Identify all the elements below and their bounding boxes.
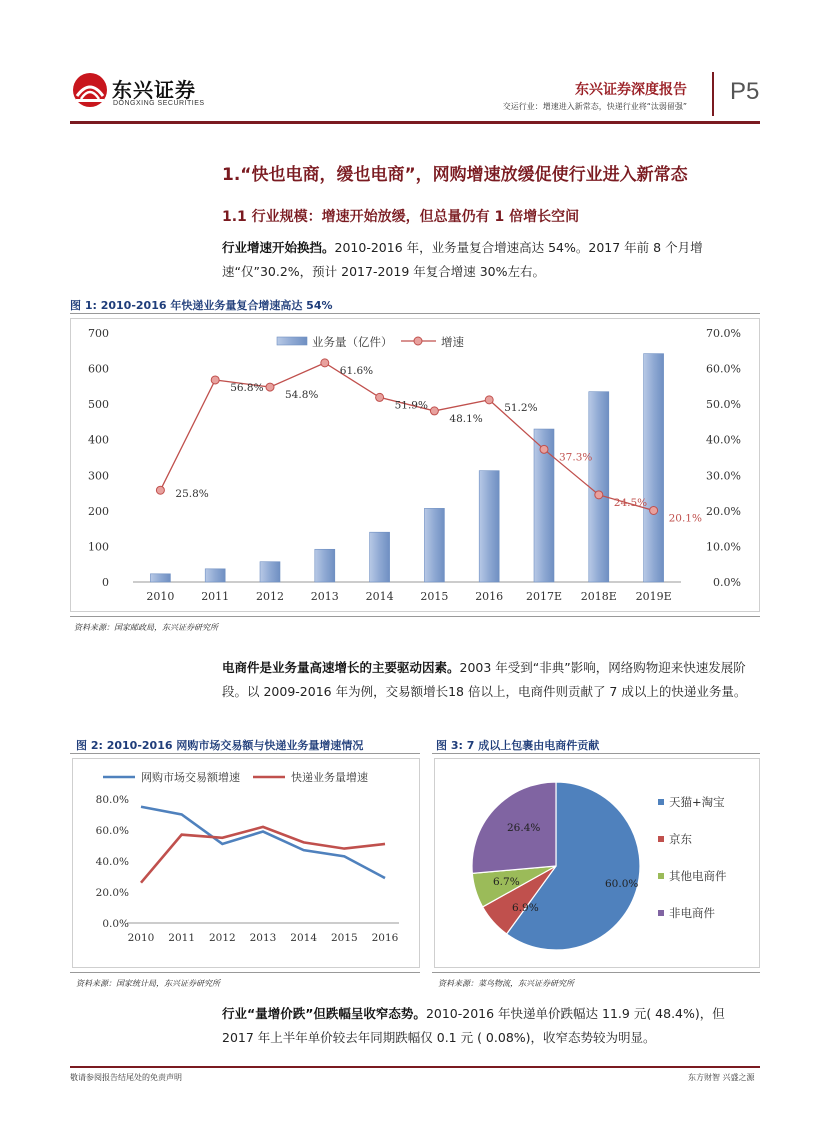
data-label: 20.1%: [668, 512, 702, 525]
x-tick-label: 2013: [310, 590, 339, 603]
data-label: 56.8%: [230, 381, 264, 394]
figure-2-frame: [72, 758, 420, 968]
bar: [260, 562, 280, 582]
y-left-tick-label: 200: [88, 504, 109, 518]
figure-3-frame: [434, 758, 760, 968]
page-number: P5: [730, 78, 760, 105]
bar: [315, 549, 335, 582]
bar: [424, 508, 444, 582]
data-label: 54.8%: [285, 389, 319, 402]
slice-label: 60.0%: [605, 878, 639, 890]
growth-point: [376, 393, 384, 401]
legend-swatch: [658, 799, 664, 805]
y-right-tick-label: 20.0%: [706, 504, 741, 518]
series-line: [141, 807, 385, 878]
figure-3-bottom-rule: [432, 972, 760, 973]
section-heading: 1.“快也电商，缓也电商”，网购增速放缓促使行业进入新常态: [222, 165, 688, 185]
y-left-tick-label: 700: [88, 327, 109, 340]
y-right-tick-label: 0.0%: [713, 576, 741, 589]
slice-label: 26.4%: [507, 822, 541, 834]
legend-line-marker: [414, 337, 422, 345]
paragraph-2-text: 2003 年受到“非典”影响，网络购物迎来快速发展阶段。以 2009-2016 年为例，交易额增长18 倍以上，电商件则贡献了 7 成以上的快递业务量。: [222, 660, 747, 699]
figure-2-bottom-rule: [70, 972, 420, 973]
y-right-tick-label: 70.0%: [706, 327, 741, 340]
footer-rule: [70, 1066, 760, 1068]
bar: [150, 574, 170, 582]
figure-2-caption: 图 2: 2010-2016 网购市场交易额与快递业务量增速情况: [76, 739, 364, 752]
paragraph-3: [222, 1002, 760, 1050]
growth-point: [321, 359, 329, 367]
legend-label: 京东: [669, 832, 692, 846]
y-right-tick-label: 40.0%: [706, 433, 741, 447]
growth-point: [266, 383, 274, 391]
growth-point: [156, 486, 164, 494]
x-tick-label: 2011: [168, 932, 196, 944]
paragraph-3-lead: 行业“量增价跌”但跌幅呈收窄态势。: [222, 1006, 426, 1021]
y-left-tick-label: 600: [88, 362, 109, 376]
y-left-tick-label: 300: [88, 469, 109, 483]
footer-slogan: 东方财智 兴盛之源: [688, 1073, 755, 1082]
x-tick-label: 2010: [146, 590, 175, 603]
figure-2-rule: [70, 753, 420, 754]
figure-3-caption: 图 3: 7 成以上包裹由电商件贡献: [436, 739, 600, 752]
data-label: 25.8%: [175, 488, 209, 501]
data-label: 24.5%: [613, 496, 648, 509]
paragraph-3-text: 2010-2016 年快递单价跌幅达 11.9 元( 48.4%)，但 2017 年上半年单价较去年同期跌幅仅 0.1 元 ( 0.08%)，收窄态势较为明显。: [222, 1006, 725, 1045]
figure-1-bottom-rule: [70, 616, 760, 617]
x-tick-label: 2010: [127, 932, 155, 944]
paragraph-2-lead: 电商件是业务量高速增长的主要驱动因素。: [222, 660, 460, 675]
y-left-tick-label: 0: [102, 576, 109, 589]
growth-point: [650, 507, 658, 515]
paragraph-2: [222, 656, 760, 704]
legend-label-bar: 业务量（亿件）: [312, 335, 393, 349]
data-label: 37.3%: [559, 451, 593, 464]
legend-label-line: 增速: [441, 335, 464, 349]
y-right-tick-label: 50.0%: [706, 398, 741, 412]
report-title: 东兴证券深度报告: [575, 82, 687, 98]
growth-point: [540, 445, 548, 453]
y-tick-label: 80.0%: [95, 794, 129, 806]
y-left-tick-label: 500: [88, 398, 109, 412]
growth-point: [595, 491, 603, 499]
logo-text: 东兴证券: [112, 78, 196, 102]
x-tick-label: 2014: [290, 932, 318, 944]
growth-point: [211, 376, 219, 384]
slice-label: 6.9%: [512, 902, 539, 914]
bar: [644, 354, 664, 582]
y-right-tick-label: 10.0%: [706, 540, 741, 554]
legend-label-2: 快递业务量增速: [291, 771, 368, 784]
y-tick-label: 40.0%: [95, 856, 129, 868]
growth-point: [485, 396, 493, 404]
figure-2-source: 资料来源：国家统计局，东兴证券研究所: [76, 979, 220, 988]
x-tick-label: 2014: [365, 590, 394, 603]
slice-label: 6.7%: [493, 876, 520, 888]
y-right-tick-label: 30.0%: [706, 469, 741, 483]
legend-bar-swatch: [277, 337, 307, 345]
bar: [370, 532, 390, 582]
bar: [589, 392, 609, 582]
figure-3-source: 资料来源：菜鸟物流，东兴证券研究所: [438, 979, 574, 988]
figure-1-caption: 图 1: 2010-2016 年快递业务量复合增速高达 54%: [70, 299, 333, 312]
bar: [479, 471, 499, 582]
x-tick-label: 2017E: [525, 590, 563, 603]
header-divider: [712, 72, 714, 116]
legend-label: 天猫+淘宝: [669, 795, 725, 809]
x-tick-label: 2019E: [635, 590, 672, 603]
dongxing-logo-icon: [70, 72, 110, 108]
figure-3-rule: [432, 753, 760, 754]
growth-point: [430, 407, 438, 415]
y-tick-label: 60.0%: [95, 825, 129, 837]
legend-swatch: [658, 836, 664, 842]
y-left-tick-label: 400: [88, 433, 109, 447]
report-subtitle: 交运行业：增速进入新常态，快递行业将“汰弱留强”: [502, 102, 687, 111]
bar: [205, 569, 225, 582]
x-tick-label: 2016: [475, 590, 504, 603]
x-tick-label: 2016: [371, 932, 399, 944]
figure-1-source: 资料来源：国家邮政局，东兴证券研究所: [74, 623, 218, 632]
x-tick-label: 2013: [249, 932, 277, 944]
figure-1-chart: [71, 319, 759, 611]
x-tick-label: 2015: [330, 932, 358, 944]
paragraph-1-lead: 行业增速开始换挡。: [222, 240, 335, 255]
legend-label: 非电商件: [669, 906, 715, 920]
figure-2-chart: [73, 759, 419, 967]
y-right-tick-label: 60.0%: [706, 362, 741, 376]
series-line: [141, 827, 385, 883]
logo-english-text: DONGXING SECURITIES: [113, 100, 205, 107]
footer-disclaimer: 敬请参阅报告结尾处的免责声明: [70, 1073, 182, 1082]
x-tick-label: 2012: [208, 932, 236, 944]
header-rule: [70, 121, 760, 124]
data-label: 48.1%: [449, 412, 483, 425]
legend-label: 其他电商件: [669, 869, 727, 883]
y-tick-label: 20.0%: [95, 887, 129, 899]
figure-1-frame: [70, 318, 760, 612]
data-label: 51.2%: [504, 401, 538, 414]
subsection-heading: 1.1 行业规模：增速开始放缓，但总量仍有 1 倍增长空间: [222, 209, 580, 225]
data-label: 51.9%: [394, 399, 428, 412]
x-tick-label: 2012: [256, 590, 284, 603]
figure-1-rule: [70, 313, 760, 314]
data-label: 61.6%: [339, 364, 374, 377]
paragraph-1: [222, 236, 760, 284]
y-left-tick-label: 100: [88, 540, 109, 554]
paragraph-1-text: 2010-2016 年，业务量复合增速高达 54%。2017 年前 8 个月增速“仅”30.2%，预计 2017-2019 年复合增速 30%左右。: [222, 240, 703, 279]
x-tick-label: 2011: [201, 590, 230, 603]
figure-3-chart: [435, 759, 759, 967]
legend-swatch: [658, 910, 664, 916]
x-tick-label: 2015: [420, 590, 449, 603]
y-tick-label: 0.0%: [102, 918, 129, 930]
x-tick-label: 2018E: [580, 590, 617, 603]
legend-label-1: 网购市场交易额增速: [141, 771, 240, 784]
legend-swatch: [658, 873, 664, 879]
